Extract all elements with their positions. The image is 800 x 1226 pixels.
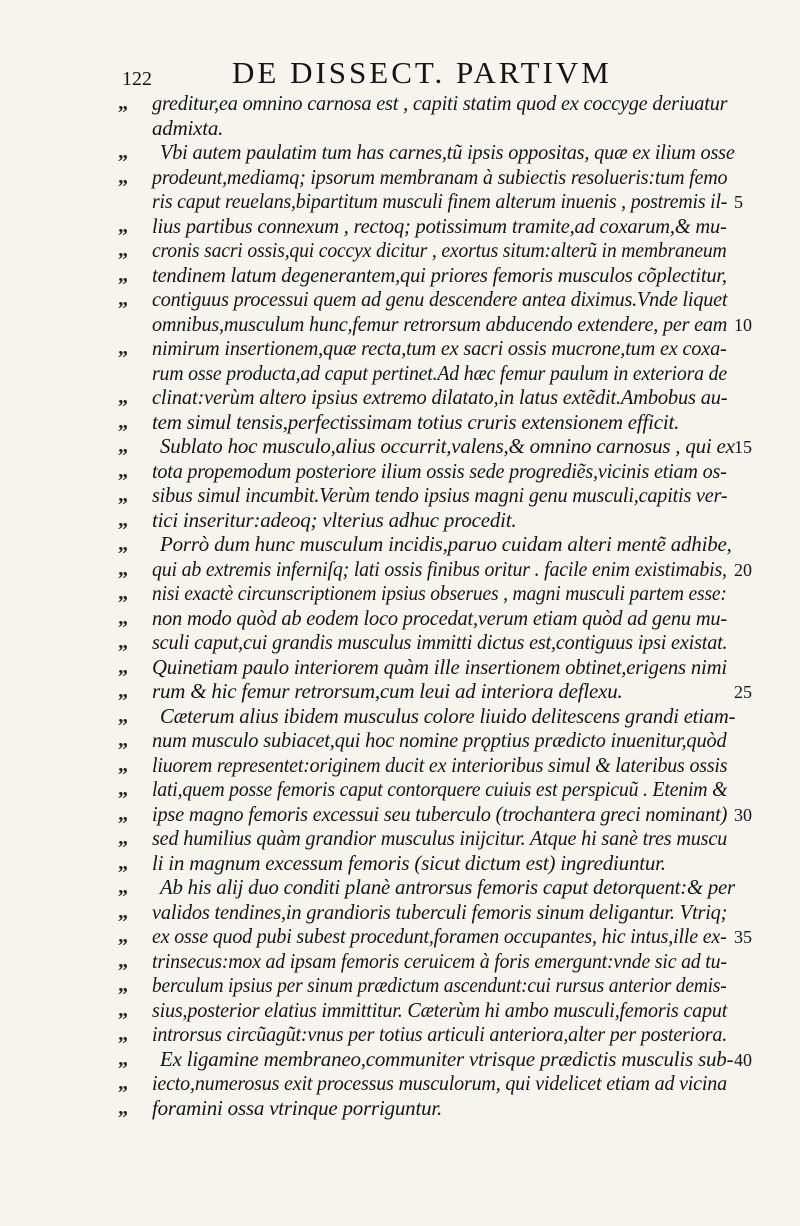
quotation-mark: „: [118, 1023, 128, 1045]
text-line: [0, 286, 800, 313]
line-number: 35: [734, 927, 752, 947]
quotation-mark: „: [118, 974, 128, 996]
quotation-mark: „: [118, 606, 128, 629]
line-text: sculi caput,cui grandis musculus immitti dictus est,contiguus ipsi existat.: [152, 630, 728, 654]
text-line: [0, 874, 800, 901]
quotation-mark: „: [118, 239, 128, 261]
quotation-mark: „: [118, 900, 128, 923]
text-line: [0, 997, 800, 1024]
quotation-mark: „: [118, 631, 128, 653]
line-text: Ex ligamine membraneo,communiter vtrisque prædictis musculis sub-: [160, 1046, 734, 1071]
quotation-mark: „: [118, 557, 128, 580]
text-line: [0, 727, 800, 754]
line-text: introrsus circũagũt:vnus per totius articuli anteriora,alter per posteriora.: [152, 1022, 728, 1046]
line-text: contiguus processui quem ad genu descendere antea diximus.Vnde liquet: [152, 287, 728, 311]
line-text: prodeunt,mediamq; ipsorum membranam à subiectis resolueris:tum femo: [152, 164, 728, 189]
quotation-mark: „: [118, 582, 128, 604]
quotation-mark: „: [118, 827, 128, 849]
text-line: [0, 507, 800, 534]
quotation-mark: „: [118, 92, 128, 114]
text-line: [0, 678, 800, 705]
line-text: non modo quòd ab eodem loco procedat,verum etiam quòd ad genu mu-: [152, 605, 728, 630]
line-text: berculum ipsius per sinum prædictum ascendunt:cui rursus anterior demis-: [152, 973, 727, 997]
quotation-mark: „: [118, 753, 128, 776]
quotation-mark: „: [118, 655, 128, 678]
quotation-mark: „: [118, 141, 128, 163]
line-text: tem simul tensis,perfectissimam totius cruris extensionem efficit.: [152, 409, 680, 434]
text-line: [0, 360, 800, 387]
line-text: cronis sacri ossis,qui coccyx dicitur , exortus situm:alterũ in membraneum: [152, 238, 727, 262]
quotation-mark: „: [118, 214, 128, 237]
quotation-mark: „: [118, 386, 128, 408]
line-text: Cæterum alius ibidem musculus colore liuido delitescens grandi etiam-: [160, 703, 736, 728]
line-text: rum & hic femur retrorsum,cum leui ad interiora deflexu.: [152, 679, 623, 703]
line-text: iecto,numerosus exit processus musculorum, qui videlicet etiam ad vicina: [152, 1071, 727, 1095]
text-line: [0, 139, 800, 166]
quotation-mark: „: [118, 949, 128, 972]
quotation-mark: „: [118, 802, 128, 825]
line-number: 5: [734, 192, 743, 212]
text-line: [0, 262, 800, 289]
line-text: sius,posterior elatius immittitur. Cæterùm hi ambo musculi,femoris caput: [152, 997, 728, 1022]
line-text: nimirum insertionem,quæ recta,tum ex sacri ossis mucrone,tum ex coxa-: [152, 336, 727, 360]
line-text: nisi exactè circunscriptionem ipsius obserues , magni musculi partem esse:: [152, 581, 727, 605]
text-line: [0, 654, 800, 681]
line-number: 10: [734, 314, 752, 335]
text-line: [0, 703, 800, 730]
text-line: [0, 850, 800, 877]
line-text: Quinetiam paulo interiorem quàm ille insertionem obtinet,erigens nimi: [152, 654, 727, 679]
quotation-mark: „: [118, 288, 128, 310]
text-line: [0, 629, 800, 656]
line-text: sibus simul incumbit.Verùm tendo ipsius magni genu musculi,capitis ver-: [152, 483, 728, 507]
text-line: [0, 972, 800, 999]
text-line: [0, 825, 800, 852]
quotation-mark: „: [118, 704, 128, 727]
quotation-mark: „: [118, 1047, 128, 1070]
line-text: qui ab extremis inferniſq; lati ossis finibus oritur . facile enim existimabis,: [152, 556, 727, 581]
text-line: [0, 948, 800, 975]
text-line: [0, 213, 800, 240]
line-text: lius partibus connexum , rectoq; potissimum tramite,ad coxarum,& mu-: [152, 213, 727, 238]
line-number: 15: [734, 437, 752, 457]
line-number: 30: [734, 804, 752, 825]
quotation-mark: „: [118, 998, 128, 1021]
text-line: [0, 384, 800, 411]
line-text: tendinem latum degenerantem,qui priores femoris musculos cõplectitur,: [152, 262, 727, 287]
text-line: [0, 1095, 800, 1122]
line-text: Porrò dum hunc musculum incidis,paruo cuidam alteri mentẽ adhibe,: [160, 532, 732, 556]
quotation-mark: „: [118, 851, 128, 874]
text-line: [0, 237, 800, 264]
line-number: 20: [734, 559, 752, 580]
text-line: [0, 1046, 800, 1073]
line-text: tota propemodum posteriore ilium ossis sede progrediẽs,vicinis etiam os-: [152, 458, 727, 483]
quotation-mark: „: [118, 925, 128, 947]
text-line: [0, 335, 800, 362]
text-line: [0, 115, 800, 142]
line-text: clinat:verùm altero ipsius extremo dilatato,in latus extẽdit.Ambobus au-: [152, 385, 728, 409]
line-text: li in magnum excessum femoris (sicut dictum est) ingrediuntur.: [152, 850, 666, 875]
line-text: trinsecus:mox ad ipsam femoris ceruicem à foris emergunt:vnde sic ad tu-: [152, 948, 727, 973]
text-line: [0, 409, 800, 436]
line-number: 25: [734, 682, 752, 702]
quotation-mark: „: [118, 435, 128, 457]
line-text: rum osse producta,ad caput pertinet.Ad hæc femur paulum in exteriora de: [152, 360, 727, 385]
quotation-mark: „: [118, 263, 128, 286]
line-text: Ab his alij duo conditi planè antrorsus femoris caput detorquent:& per: [160, 875, 735, 899]
text-line: [0, 188, 800, 215]
text-line: [0, 776, 800, 803]
line-text: ris caput reuelans,bipartitum musculi finem alterum inuenis , postremis il-: [152, 189, 728, 213]
text-line: [0, 923, 800, 950]
text-line: [0, 801, 800, 828]
line-text: validos tendines,in grandioris tuberculi femoris sinum deligantur. Vtriq;: [152, 899, 728, 924]
text-line: [0, 164, 800, 191]
text-line: [0, 531, 800, 558]
text-line: [0, 1070, 800, 1097]
line-text: Vbi autem paulatim tum has carnes,tũ ipsis oppositas, quæ ex ilium osse: [160, 140, 735, 164]
line-text: Sublato hoc musculo,alius occurrit,valens,& omnino carnosus , qui ex: [160, 434, 735, 458]
text-line: [0, 752, 800, 779]
quotation-mark: „: [118, 1072, 128, 1094]
text-line: [0, 433, 800, 460]
text-line: [0, 1021, 800, 1048]
quotation-mark: „: [118, 410, 128, 433]
line-text: ex osse quod pubi subest procedunt,foramen occupantes, hic intus,ille ex-: [152, 924, 727, 948]
text-line: [0, 482, 800, 509]
quotation-mark: „: [118, 778, 128, 800]
text-line: [0, 580, 800, 607]
line-text: omnibus,musculum hunc,femur retrorsum abducendo extendere, per eam: [152, 311, 728, 336]
quotation-mark: „: [118, 459, 128, 482]
quotation-mark: „: [118, 1096, 128, 1119]
line-text: sed humilius quàm grandior musculus inijcitur. Atque hi sanè tres muscu: [152, 826, 728, 850]
quotation-mark: „: [118, 533, 128, 555]
quotation-mark: „: [118, 484, 128, 506]
quotation-mark: „: [118, 508, 128, 531]
line-text: tici inseritur:adeoq; vlterius adhuc procedit.: [152, 507, 517, 532]
running-head: DE DISSECT. PARTIVM: [232, 55, 612, 90]
quotation-mark: „: [118, 729, 128, 751]
page-number: 122: [122, 68, 152, 90]
line-text: lati,quem posse femoris caput contorquere cuiuis est perspicuũ . Etenim &: [152, 777, 728, 801]
text-line: [0, 311, 800, 338]
line-text: admixta.: [152, 115, 224, 140]
quotation-mark: „: [118, 680, 128, 702]
text-line: [0, 899, 800, 926]
line-number: 40: [734, 1049, 752, 1070]
line-text: num musculo subiacet,qui hoc nomine prǫptius prædicto inuenitur,quòd: [152, 728, 727, 752]
line-text: ipse magno femoris excessui seu tuberculo (trochantera greci nominant): [152, 801, 728, 826]
text-line: [0, 605, 800, 632]
quotation-mark: „: [118, 337, 128, 359]
quotation-mark: „: [118, 165, 128, 188]
text-line: [0, 458, 800, 485]
quotation-mark: „: [118, 876, 128, 898]
text-line: [0, 556, 800, 583]
line-text: greditur,ea omnino carnosa est , capiti statim quod ex coccyge deriuatur: [152, 91, 728, 115]
line-text: foramini ossa vtrinque porriguntur.: [152, 1095, 443, 1120]
text-line: [0, 90, 800, 117]
line-text: liuorem representet:originem ducit ex interioribus simul & lateribus ossis: [152, 752, 728, 777]
